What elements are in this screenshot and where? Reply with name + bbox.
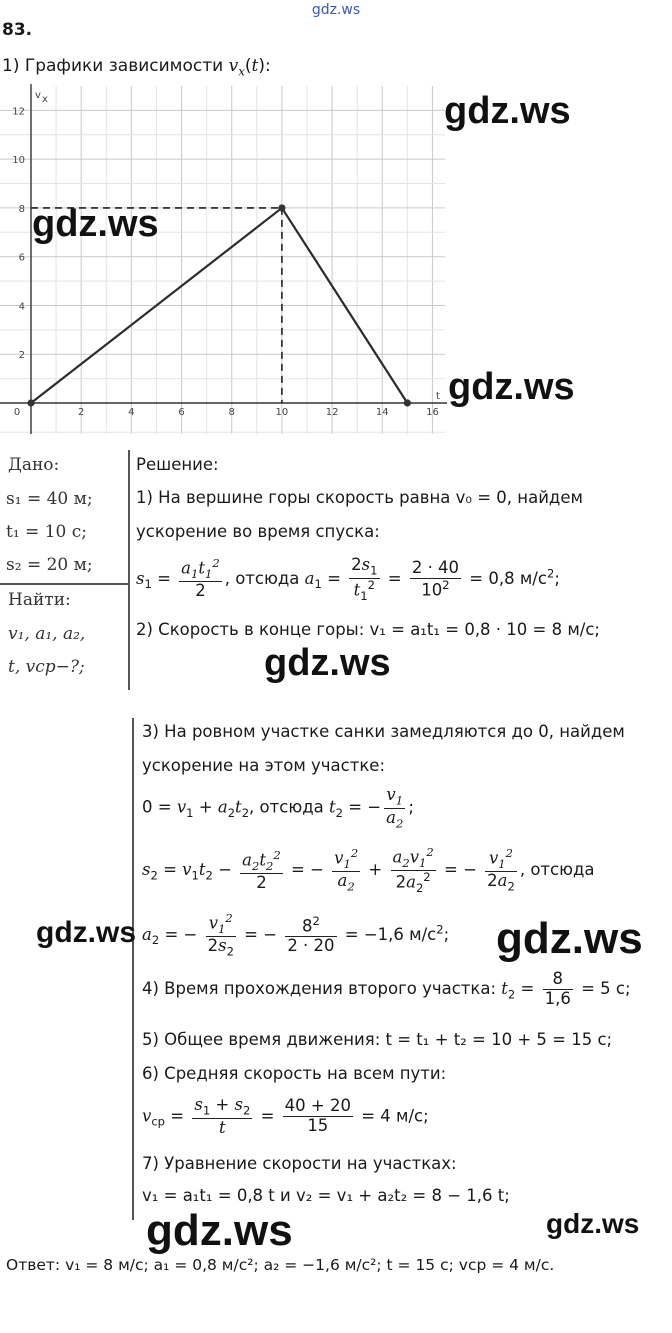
given-find-divider <box>0 583 128 585</box>
solution-step-3-formula-2: $s_2 = v_1t_2$ − $\frac{a_2t_2^2}{2}$ = − $\frac{v_1^2}{a_2}$ + $\frac{a_2v_1^2}{2a_2^2}$ = − $\frac{v_1^2}{2a_2}$ , отсюда <box>142 845 595 895</box>
x-tick-label: 16 <box>426 407 439 418</box>
given-line: s₂ = 20 м; <box>6 555 93 575</box>
solution-step-1-formula: $s_1$ = $\frac{a_1t_1^2}{2}$ , отсюда $a_1$ = $\frac{2s_1}{t_1^2}$ = $\frac{2 \cdot 40}{10^2}$ = 0,8 $м/с^2$; <box>136 555 560 603</box>
solution-step-1: 1) На вершине горы скорость равна v₀ = 0, найдем <box>136 488 583 507</box>
x-axis-label: t <box>436 391 440 402</box>
chart-grid <box>0 86 445 434</box>
x-tick-label: 10 <box>275 407 289 418</box>
find-heading: Найти: <box>8 590 71 610</box>
watermark-overlay: gdz.ws <box>448 366 575 408</box>
data-point <box>27 399 34 406</box>
problem-number: 83. <box>2 20 33 40</box>
watermark-overlay: gdz.ws <box>264 642 391 684</box>
given-line: t₁ = 10 с; <box>6 522 87 542</box>
x-tick-label: 6 <box>178 407 185 418</box>
solution-step-7-formula: v₁ = a₁t₁ = 0,8 t и v₂ = v₁ + a₂t₂ = 8 − 1,6 t; <box>142 1186 510 1205</box>
chart-axes <box>0 84 447 434</box>
solution-step-2: 2) Скорость в конце горы: v₁ = a₁t₁ = 0,8 · 10 = 8 м/с; <box>136 620 600 639</box>
watermark-overlay: gdz.ws <box>444 90 571 132</box>
given-heading: Дано: <box>8 455 60 475</box>
watermark-overlay: gdz.ws <box>546 1208 640 1239</box>
solution-step-6: 6) Средняя скорость на всем пути: <box>142 1064 447 1083</box>
y-tick-label: 10 <box>12 155 25 167</box>
data-point <box>404 399 411 406</box>
solution-divider <box>132 718 134 1220</box>
x-tick-label: 8 <box>228 407 235 418</box>
x-tick-label: 14 <box>375 407 389 418</box>
solution-step-7: 7) Уравнение скорости на участках: <box>142 1154 457 1173</box>
find-line: v₁, a₁, a₂, <box>8 624 86 644</box>
x-tick-label: 2 <box>77 407 85 418</box>
y-tick-label: 2 <box>18 350 25 362</box>
x-tick-label: 4 <box>128 407 135 418</box>
x-tick-label: 12 <box>325 407 339 418</box>
solution-step-5: 5) Общее время движения: t = t₁ + t₂ = 10 + 5 = 15 с; <box>142 1030 613 1049</box>
y-axis-label: v <box>35 90 41 101</box>
velocity-time-chart <box>0 82 450 438</box>
y-axis-label-sub: x <box>42 94 48 105</box>
solution-step-1-cont: ускорение во время спуска: <box>136 522 380 541</box>
solution-step-3: 3) На ровном участке санки замедляются до 0, найдем <box>142 722 625 741</box>
watermark-overlay: gdz.ws <box>32 203 159 245</box>
y-tick-label: 12 <box>12 106 25 118</box>
y-tick-label: 4 <box>18 301 25 313</box>
solution-step-3-formula-1: $0 = v_1 + a_2t_2$, отсюда $t_2$ = − $\frac{v_1}{a_2}$ ; <box>142 785 414 830</box>
solution-step-4: 4) Время прохождения второго участка: $t_2$ = $\frac{8}{1,6}$ = 5 с; <box>142 969 631 1008</box>
watermark-overlay: gdz.ws <box>146 1206 293 1255</box>
find-line: t, vср−?; <box>8 657 85 677</box>
solution-step-3-formula-3: $a_2$ = − $\frac{v_1^2}{2s_2}$ = − $\frac{8^2}{2 \cdot 20}$ = −1,6 $м/с^2$; <box>142 911 450 959</box>
given-divider <box>128 450 130 690</box>
solution-step-3-cont: ускорение на этом участке: <box>142 756 386 775</box>
watermark-overlay: gdz.ws <box>36 916 137 949</box>
solution-heading: Решение: <box>136 455 219 474</box>
y-tick-label: 8 <box>18 203 25 215</box>
x-tick-label: 0 <box>13 407 21 418</box>
data-point <box>278 204 285 211</box>
given-line: s₁ = 40 м; <box>6 489 93 509</box>
answer-line: Ответ: v₁ = 8 м/с; a₁ = 0,8 м/с²; a₂ = −1,6 м/с²; t = 15 с; vср = 4 м/с. <box>6 1256 555 1274</box>
graph-heading: 1) Графики зависимости $v_x(t)$: <box>2 56 271 79</box>
y-tick-label: 6 <box>18 252 25 264</box>
solution-step-6-formula: $v_{ср}$ = $\frac{s_1 + s_2}{t}$ = $\frac{40 + 20}{15}$ = 4 м/с; <box>142 1095 429 1137</box>
top-watermark: gdz.ws <box>311 2 361 18</box>
watermark-overlay: gdz.ws <box>496 914 643 963</box>
